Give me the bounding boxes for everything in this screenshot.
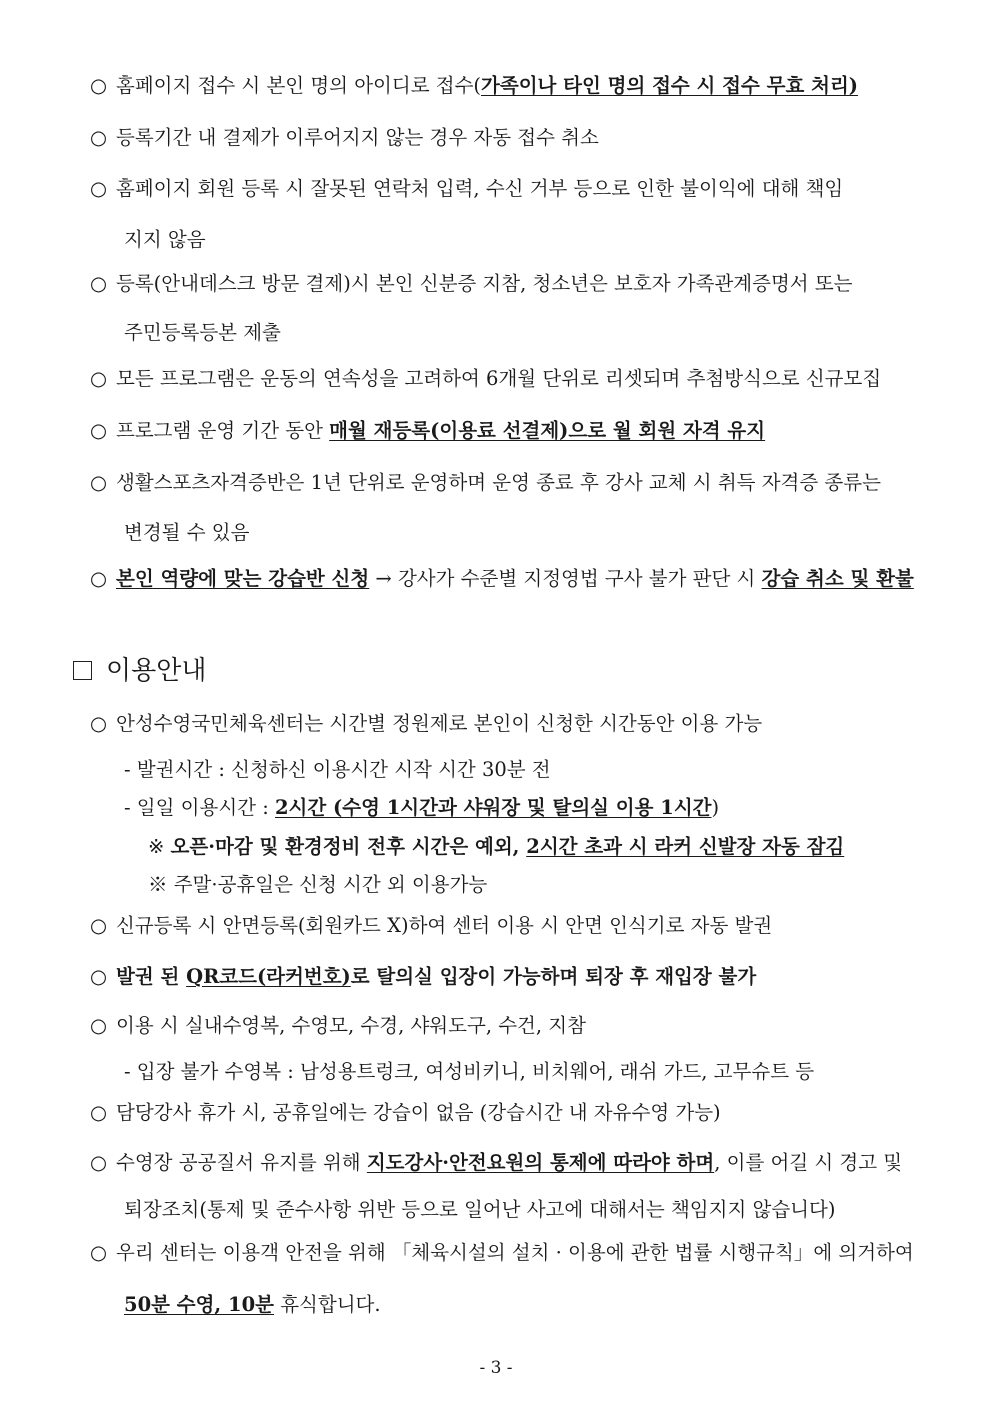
usage-item-1-note-1: ※ 오픈·마감 및 환경정비 전후 시간은 예외, 2시간 초과 시 라커 신발장 자동 잠김 (148, 835, 845, 858)
section-title: 이용안내 (106, 656, 207, 686)
usage-item-6: ○ 수영장 공공질서 유지를 위해 지도강사·안전요원의 통제에 따라야 하며, 이를 어길 시 경고 및 (90, 1151, 903, 1174)
usage-item-1-note-2: ※ 주말·공휴일은 신청 시간 외 이용가능 (148, 873, 488, 896)
notice-item-1: ○ 홈페이지 접수 시 본인 명의 아이디로 접수(가족이나 타인 명의 접수 시 접수 무효 처리) (90, 74, 859, 97)
usage-item-4-detail: - 입장 불가 수영복 : 남성용트렁크, 여성비키니, 비치웨어, 래쉬 가드, 고무슈트 등 (124, 1060, 815, 1083)
notice-item-8: ○ 본인 역량에 맞는 강습반 신청 → 강사가 수준별 지정영법 구사 불가 판단 시 강습 취소 및 환불 (90, 567, 914, 590)
bullet-circle-icon: ○ (90, 272, 108, 295)
usage-item-1-detail-1: - 발권시간 : 신청하신 이용시간 시작 시간 30분 전 (124, 758, 551, 781)
notice-item-6: ○ 프로그램 운영 기간 동안 매월 재등록(이용료 선결제)으로 월 회원 자격 유지 (90, 419, 766, 442)
usage-item-6-continued: 퇴장조치(통제 및 준수사항 위반 등으로 일어난 사고에 대해서는 책임지지 않습니다) (124, 1198, 836, 1221)
usage-item-7-continued: 50분 수영, 10분 휴식합니다. (124, 1293, 381, 1316)
usage-item-7: ○ 우리 센터는 이용객 안전을 위해 「체육시설의 설치 · 이용에 관한 법률 시행규칙」에 의거하여 (90, 1241, 914, 1264)
section-heading (73, 654, 206, 688)
page-number: - 3 - (479, 1358, 513, 1378)
notice-item-2: ○ 등록기간 내 결제가 이루어지지 않는 경우 자동 접수 취소 (90, 126, 599, 149)
usage-item-2: ○ 신규등록 시 안면등록(회원카드 X)하여 센터 이용 시 안면 인식기로 자동 발권 (90, 914, 773, 937)
bullet-circle-icon: ○ (90, 712, 108, 735)
bullet-circle-icon: ○ (90, 367, 108, 390)
bullet-circle-icon: ○ (90, 965, 108, 988)
bullet-circle-icon: ○ (90, 1241, 108, 1264)
bullet-circle-icon: ○ (90, 74, 108, 97)
bullet-circle-icon: ○ (90, 177, 108, 200)
notice-item-5: ○ 모든 프로그램은 운동의 연속성을 고려하여 6개월 단위로 리셋되며 추첨방식으로 신규모집 (90, 367, 882, 390)
bullet-circle-icon: ○ (90, 471, 108, 494)
notice-item-3: ○ 홈페이지 회원 등록 시 잘못된 연락처 입력, 수신 거부 등으로 인한 불이익에 대해 책임 (90, 177, 844, 200)
usage-item-3: ○ 발권 된 QR코드(라커번호)로 탈의실 입장이 가능하며 퇴장 후 재입장 불가 (90, 965, 757, 988)
notice-item-7: ○ 생활스포츠자격증반은 1년 단위로 운영하며 운영 종료 후 강사 교체 시 취득 자격증 종류는 (90, 471, 881, 494)
bullet-circle-icon: ○ (90, 567, 108, 590)
checkbox-square-icon (73, 661, 92, 680)
notice-item-3-continued: 지지 않음 (124, 228, 206, 251)
bullet-circle-icon: ○ (90, 1151, 108, 1174)
bullet-circle-icon: ○ (90, 126, 108, 149)
bullet-circle-icon: ○ (90, 1014, 108, 1037)
usage-item-5: ○ 담당강사 휴가 시, 공휴일에는 강습이 없음 (강습시간 내 자유수영 가능) (90, 1101, 721, 1124)
notice-item-4-continued: 주민등록등본 제출 (124, 321, 281, 344)
usage-item-4: ○ 이용 시 실내수영복, 수영모, 수경, 샤워도구, 수건, 지참 (90, 1014, 586, 1037)
usage-item-1: ○ 안성수영국민체육센터는 시간별 정원제로 본인이 신청한 시간동안 이용 가능 (90, 712, 763, 735)
notice-item-7-continued: 변경될 수 있음 (124, 521, 250, 544)
notice-item-4: ○ 등록(안내데스크 방문 결제)시 본인 신분증 지참, 청소년은 보호자 가족관계증명서 또는 (90, 272, 853, 295)
usage-item-1-detail-2: - 일일 이용시간 : 2시간 (수영 1시간과 샤워장 및 탈의실 이용 1시간) (124, 796, 720, 819)
bullet-circle-icon: ○ (90, 419, 108, 442)
bullet-circle-icon: ○ (90, 1101, 108, 1124)
bullet-circle-icon: ○ (90, 914, 108, 937)
